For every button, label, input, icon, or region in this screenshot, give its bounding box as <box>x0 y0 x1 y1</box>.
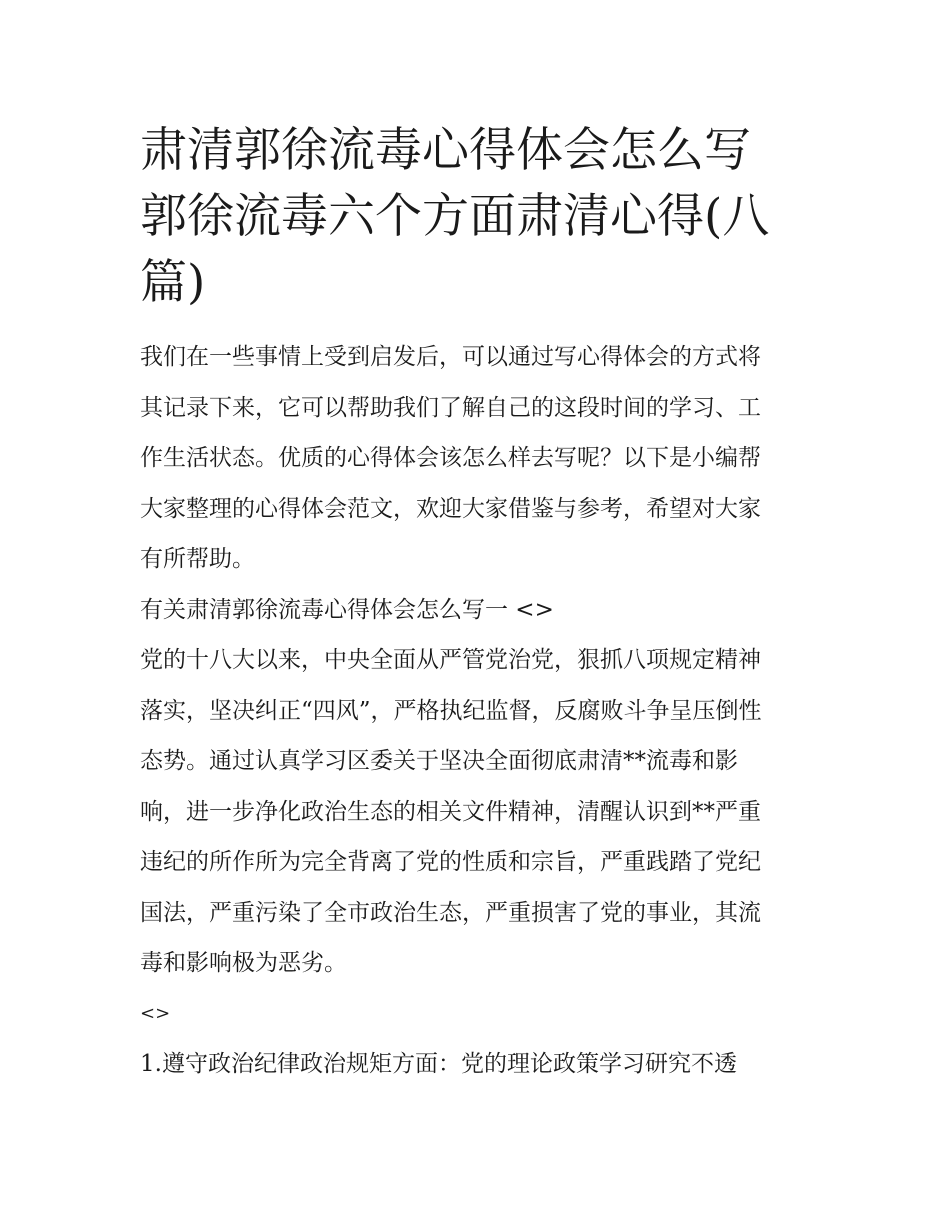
section-line-4: 响，进一步净化政治生态的相关文件精神，清醒认识到**严重 <box>140 798 761 825</box>
placeholder-marker: <> <box>140 1002 171 1024</box>
section-heading: 有关肃清郭徐流毒心得体会怎么写一 <> <box>140 596 554 623</box>
intro-line-1: 我们在一些事情上受到启发后，可以通过写心得体会的方式将 <box>140 344 761 370</box>
section-line-3: 态势。通过认真学习区委关于坚决全面彻底肃清**流毒和影 <box>140 748 738 774</box>
title-line-3: 篇) <box>140 255 206 310</box>
intro-line-5: 有所帮助。 <box>140 546 255 572</box>
intro-line-3: 作生活状态。优质的心得体会该怎么样去写呢？以下是小编帮 <box>140 445 761 471</box>
section-line-7: 毒和影响极为恶劣。 <box>140 950 347 976</box>
section-line-2: 落实，坚决纠正“四风”，严格执纪监督，反腐败斗争呈压倒性 <box>140 697 762 724</box>
section-line-6: 国法，严重污染了全市政治生态，严重损害了党的事业，其流 <box>140 899 761 926</box>
section-line-5: 违纪的所作所为完全背离了党的性质和宗旨，严重践踏了党纪 <box>140 849 761 875</box>
title-line-1: 肃清郭徐流毒心得体会怎么写 <box>140 123 751 178</box>
document-page <box>140 118 815 1090</box>
list-item-1: 1.遵守政治纪律政治规矩方面：党的理论政策学习研究不透 <box>140 1051 737 1077</box>
intro-line-2: 其记录下来，它可以帮助我们了解自己的这段时间的学习、工 <box>140 394 761 421</box>
document-title <box>140 118 815 316</box>
intro-line-4: 大家整理的心得体会范文，欢迎大家借鉴与参考，希望对大家 <box>140 495 761 522</box>
title-line-2: 郭徐流毒六个方面肃清心得(八 <box>140 189 770 244</box>
document-body <box>140 332 815 1090</box>
section-line-1: 党的十八大以来，中央全面从严管党治党，狠抓八项规定精神 <box>140 647 761 673</box>
